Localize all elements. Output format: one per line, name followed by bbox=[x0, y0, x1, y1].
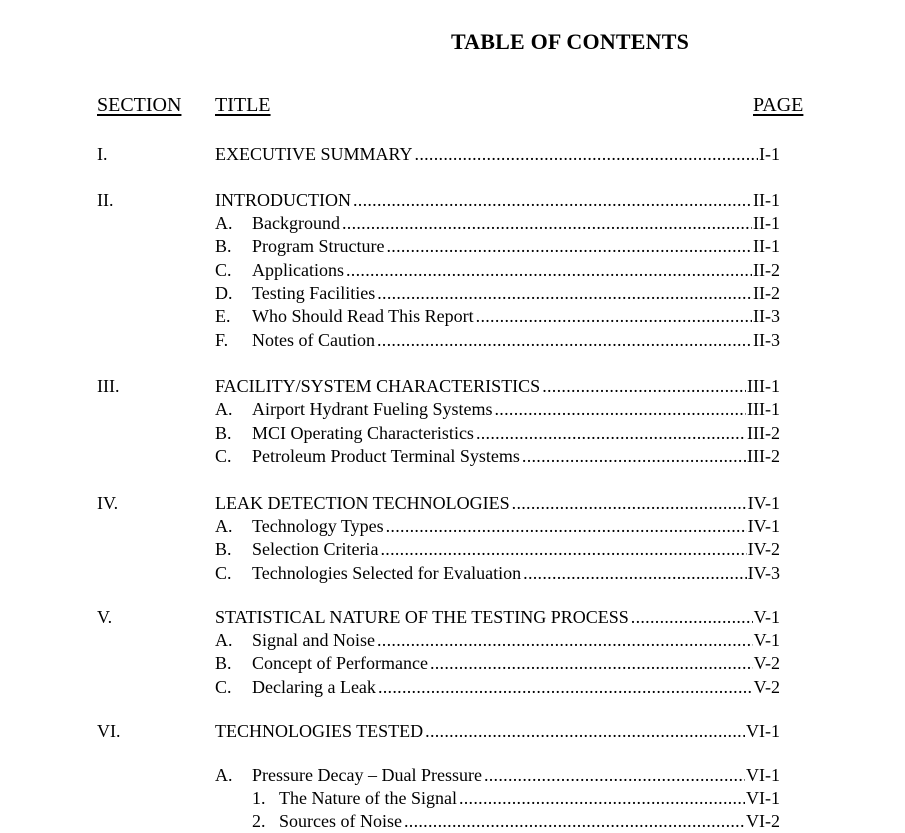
dot-leader bbox=[542, 375, 746, 398]
toc-page-number: IV-1 bbox=[747, 516, 780, 536]
toc-page-number: V-2 bbox=[753, 677, 780, 697]
toc-entry-title: Program Structure bbox=[252, 236, 385, 256]
dot-leader bbox=[476, 422, 746, 445]
dot-leader bbox=[459, 787, 745, 810]
dot-leader bbox=[386, 515, 747, 538]
toc-entry-label: A. bbox=[215, 765, 233, 785]
toc-entry-title: STATISTICAL NATURE OF THE TESTING PROCESS bbox=[215, 607, 629, 627]
toc-page-number: VI-1 bbox=[746, 721, 780, 741]
toc-entry-title: Technologies Selected for Evaluation bbox=[252, 563, 522, 583]
toc-entry-label: A. bbox=[215, 516, 233, 536]
toc-subsection-entry bbox=[215, 282, 780, 305]
toc-section-entry bbox=[215, 375, 780, 398]
dot-leader bbox=[380, 538, 746, 561]
toc-entry-label: A. bbox=[215, 399, 233, 419]
toc-subsection-entry bbox=[215, 538, 780, 561]
toc-entry-label: B. bbox=[215, 236, 232, 256]
toc-entry-title: Signal and Noise bbox=[252, 630, 375, 650]
toc-entry-title: Technology Types bbox=[252, 516, 384, 536]
toc-page-number: IV-2 bbox=[747, 539, 780, 559]
toc-page-number: II-1 bbox=[753, 213, 780, 233]
title-column-header: TITLE bbox=[215, 94, 271, 116]
section-column-header: SECTION bbox=[97, 94, 182, 116]
toc-page-number: VI-2 bbox=[746, 811, 780, 831]
toc-section-number: VI. bbox=[97, 721, 121, 741]
toc-subsection-entry bbox=[215, 329, 780, 352]
toc-section-entry bbox=[215, 720, 780, 743]
toc-section-entry bbox=[215, 189, 780, 212]
toc-subsection-entry bbox=[215, 562, 780, 585]
toc-entry-label: A. bbox=[215, 213, 233, 233]
toc-page-number: V-1 bbox=[753, 630, 780, 650]
toc-entry-label: B. bbox=[215, 423, 232, 443]
toc-page-number: V-2 bbox=[753, 653, 780, 673]
toc-page-number: III-2 bbox=[747, 446, 780, 466]
toc-page-number: I-1 bbox=[759, 144, 780, 164]
dot-leader bbox=[378, 676, 753, 699]
dot-leader bbox=[522, 445, 746, 468]
toc-subsection-entry bbox=[215, 652, 780, 675]
dot-leader bbox=[476, 305, 752, 328]
toc-subsection-entry bbox=[215, 422, 780, 445]
toc-page-number: IV-1 bbox=[747, 493, 780, 513]
toc-entry-title: Pressure Decay – Dual Pressure bbox=[252, 765, 482, 785]
toc-entry-title: Declaring a Leak bbox=[252, 677, 376, 697]
toc-entry-title: Notes of Caution bbox=[252, 330, 375, 350]
toc-subsection-entry bbox=[215, 305, 780, 328]
toc-entry-title: The Nature of the Signal bbox=[279, 788, 457, 808]
toc-section-number: III. bbox=[97, 376, 120, 396]
toc-entry-label: C. bbox=[215, 260, 232, 280]
toc-page-number: VI-1 bbox=[746, 765, 780, 785]
toc-section-entry bbox=[215, 143, 780, 166]
toc-subsection-entry bbox=[215, 515, 780, 538]
toc-entry-title: TECHNOLOGIES TESTED bbox=[215, 721, 424, 741]
toc-subsection-entry bbox=[215, 629, 780, 652]
toc-subsection-entry bbox=[215, 398, 780, 421]
toc-entry-title: MCI Operating Characteristics bbox=[252, 423, 474, 443]
dot-leader bbox=[386, 235, 752, 258]
dot-leader bbox=[415, 143, 758, 166]
toc-page-number: II-3 bbox=[753, 330, 780, 350]
toc-subsection-entry bbox=[215, 676, 780, 699]
toc-entry-title: Background bbox=[252, 213, 340, 233]
toc-page-number: II-1 bbox=[753, 190, 780, 210]
toc-entry-title: FACILITY/SYSTEM CHARACTERISTICS bbox=[215, 376, 541, 396]
toc-page-number: III-1 bbox=[747, 399, 780, 419]
dot-leader bbox=[523, 562, 747, 585]
toc-page-number: V-1 bbox=[753, 607, 780, 627]
toc-entry-title: INTRODUCTION bbox=[215, 190, 351, 210]
toc-entry-label: F. bbox=[215, 330, 229, 350]
toc-subsection-entry bbox=[252, 787, 780, 810]
toc-page-number: II-2 bbox=[753, 260, 780, 280]
toc-entry-label: 2. bbox=[252, 811, 266, 831]
dot-leader bbox=[377, 629, 753, 652]
toc-page-number: II-3 bbox=[753, 306, 780, 326]
toc-section-number: IV. bbox=[97, 493, 119, 513]
toc-page-number: III-1 bbox=[747, 376, 780, 396]
toc-section-entry bbox=[215, 606, 780, 629]
toc-entry-title: Petroleum Product Terminal Systems bbox=[252, 446, 520, 466]
toc-entry-title: LEAK DETECTION TECHNOLOGIES bbox=[215, 493, 510, 513]
dot-leader bbox=[377, 282, 752, 305]
toc-page-number: II-2 bbox=[753, 283, 780, 303]
toc-subsection-entry bbox=[252, 810, 780, 833]
toc-entry-title: Concept of Performance bbox=[252, 653, 428, 673]
dot-leader bbox=[430, 652, 753, 675]
dot-leader bbox=[404, 810, 745, 833]
dot-leader bbox=[631, 606, 753, 629]
toc-entry-label: C. bbox=[215, 446, 232, 466]
dot-leader bbox=[342, 212, 752, 235]
toc-entry-title: Testing Facilities bbox=[252, 283, 376, 303]
toc-subsection-entry bbox=[215, 212, 780, 235]
toc-entry-label: C. bbox=[215, 563, 232, 583]
toc-entry-label: B. bbox=[215, 653, 232, 673]
toc-section-number: I. bbox=[97, 144, 108, 164]
toc-subsection-entry bbox=[215, 235, 780, 258]
dot-leader bbox=[495, 398, 747, 421]
dot-leader bbox=[377, 329, 752, 352]
toc-entry-label: C. bbox=[215, 677, 232, 697]
toc-section-number: II. bbox=[97, 190, 114, 210]
toc-entry-label: E. bbox=[215, 306, 231, 326]
toc-entry-title: Sources of Noise bbox=[279, 811, 402, 831]
page-column-header: PAGE bbox=[753, 94, 804, 116]
toc-page-number: VI-1 bbox=[746, 788, 780, 808]
toc-section-entry bbox=[215, 492, 780, 515]
dot-leader bbox=[512, 492, 747, 515]
toc-entry-label: A. bbox=[215, 630, 233, 650]
toc-entry-label: D. bbox=[215, 283, 233, 303]
toc-subsection-entry bbox=[215, 445, 780, 468]
dot-leader bbox=[484, 764, 745, 787]
toc-entry-title: Airport Hydrant Fueling Systems bbox=[252, 399, 493, 419]
toc-page-number: IV-3 bbox=[747, 563, 780, 583]
toc-section-number: V. bbox=[97, 607, 113, 627]
toc-page-number: II-1 bbox=[753, 236, 780, 256]
dot-leader bbox=[346, 259, 752, 282]
toc-entry-title: EXECUTIVE SUMMARY bbox=[215, 144, 413, 164]
toc-entry-title: Who Should Read This Report bbox=[252, 306, 474, 326]
toc-entry-label: B. bbox=[215, 539, 232, 559]
toc-page-number: III-2 bbox=[747, 423, 780, 443]
toc-entry-label: 1. bbox=[252, 788, 266, 808]
toc-subsection-entry bbox=[215, 259, 780, 282]
dot-leader bbox=[425, 720, 745, 743]
toc-subsection-entry bbox=[215, 764, 780, 787]
page-title: TABLE OF CONTENTS bbox=[450, 29, 690, 54]
toc-entry-title: Selection Criteria bbox=[252, 539, 379, 559]
dot-leader bbox=[353, 189, 752, 212]
toc-entry-title: Applications bbox=[252, 260, 344, 280]
